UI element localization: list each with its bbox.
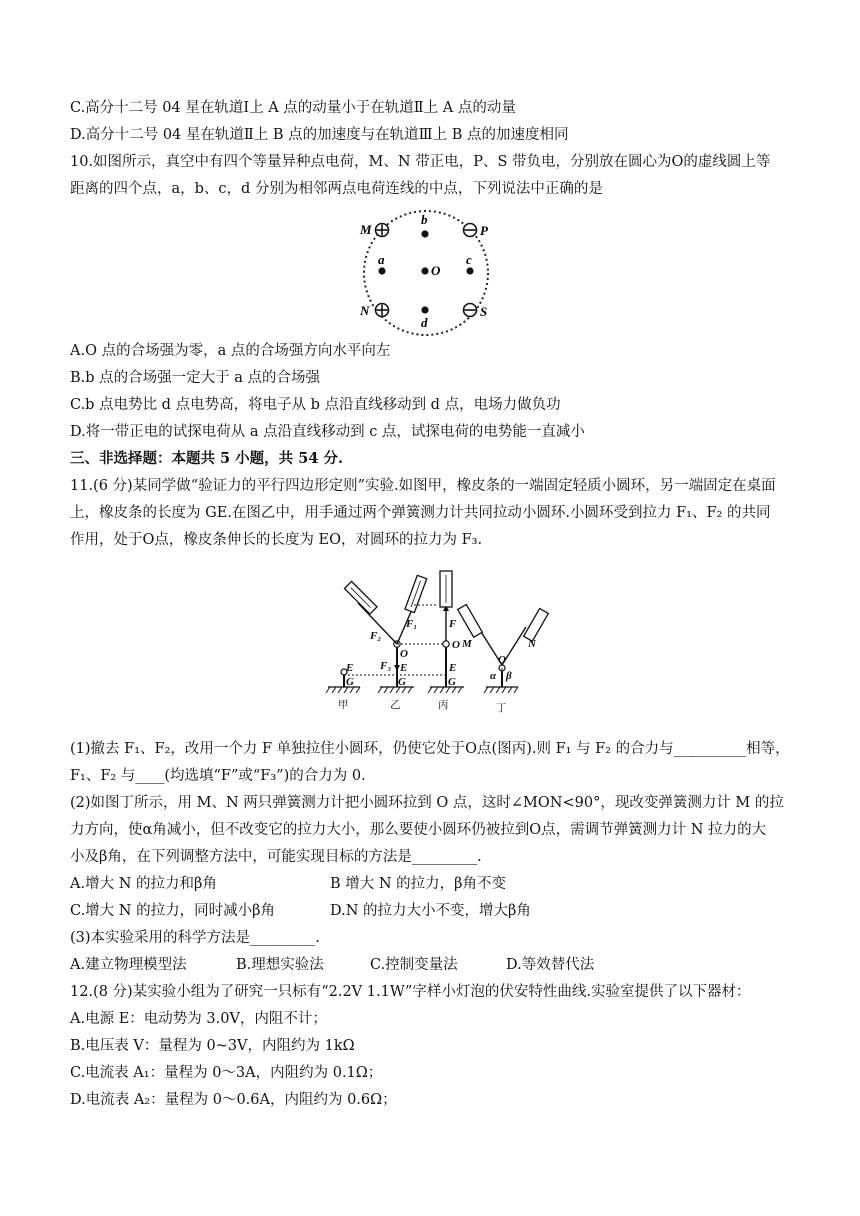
label-e-yi: E [400,662,408,674]
label-s: S [480,304,488,319]
q11-part2-option-d: D.N 的拉力大小不变，增大β角 [330,903,531,919]
q11-part2-option-b: B 增大 N 的拉力，β角不变 [330,876,507,892]
label-m: M [360,222,372,237]
q10-option-a: A.O 点的合场强为零，a 点的合场强方向水平向左 [70,343,391,359]
charge-s-negative [464,304,477,317]
label-e-jia: E [346,662,354,674]
label-p: P [480,223,488,238]
charge-m-positive [376,224,389,237]
point-o [421,267,428,274]
q11-part2-line1: (2)如图丁所示，用 M、N 两只弹簧测力计把小圆环拉到 O 点，这时∠MON<90°，现改变弹簧测力计 M 的拉 [70,795,784,811]
q11-part2-line3: 小及β角，在下列调整方法中，可能实现目标的方法是_________. [70,849,482,865]
label-n: N [360,303,370,318]
point-a [378,267,385,274]
q12-item-d: D.电流表 A₂：量程为 0～0.6A，内阻约为 0.6Ω； [70,1092,397,1108]
label-f: F [449,618,457,630]
label-beta: β [506,670,512,682]
label-a: a [378,252,385,267]
charge-n-positive [376,304,389,317]
q12-stem: 12.(8 分)某实验小组为了研究一只标有“2.2V 1.1W”字样小灯泡的伏安特性曲线.实验室提供了以下器材： [70,984,751,1000]
label-b: b [421,212,428,227]
label-m-ding: M [462,638,472,650]
label-n-ding: N [528,638,536,650]
q11-force-figure [318,565,558,725]
q12-item-a: A.电源 E：电动势为 3.0V，内阻不计； [70,1011,327,1027]
q11-part2-line2: 力方向，使α角减小，但不改变它的拉力大小，那么要使小圆环仍被拉到O点，需调节弹簧测力计 N 拉力的大 [70,822,767,838]
q11-stem-line1: 11.(6 分)某同学做“验证力的平行四边形定则”实验.如图甲，橡皮条的一端固定轻质小圆环，另一端固定在桌面 [70,478,776,494]
label-c: c [466,252,472,267]
q9-option-c: C.高分十二号 04 星在轨道Ⅰ上 A 点的动量小于在轨道Ⅱ上 A 点的动量 [70,100,516,116]
q11-part3: (3)本实验采用的科学方法是_________. [70,930,320,946]
q12-item-b: B.电压表 V：量程为 0~3V，内阻约为 1kΩ [70,1038,355,1054]
q9-option-d: D.高分十二号 04 星在轨道Ⅱ上 B 点的加速度与在轨道Ⅲ上 B 点的加速度相同 [70,127,569,143]
q11-part1-line1: (1)撤去 F₁、F₂，改用一个力 F 单独拉住小圆环，仍使它处于O点(图丙).则 F₁ 与 F₂ 的合力与__________相等， [70,741,790,757]
label-o-bing: O [452,639,460,651]
q10-stem-line2: 距离的四个点，a，b、c，d 分别为相邻两点电荷连线的中点，下列说法中正确的是 [70,181,603,197]
label-o-ding: O [498,654,506,666]
caption-jia: 甲 [338,699,349,711]
q10-stem-line1: 10.如图所示，真空中有四个等量异种点电荷，M、N 带正电，P、S 带负电，分别放在圆心为O的虚线圆上等 [70,154,771,170]
q10-option-d: D.将一带正电的试探电荷从 a 点沿直线移动到 c 点，试探电荷的电势能一直减小 [70,424,585,440]
label-alpha: α [490,670,497,682]
q11-part2-option-a: A.增大 N 的拉力和β角 [70,876,217,892]
caption-ding: 丁 [496,702,507,714]
label-g-bing: G [448,676,456,688]
q12-item-c: C.电流表 A₁：量程为 0～3A，内阻约为 0.1Ω； [70,1065,383,1081]
q11-part2-option-c: C.增大 N 的拉力，同时减小β角 [70,903,275,919]
label-f1: F₁ [406,618,418,630]
charge-p-negative [464,224,477,237]
label-o: O [431,263,441,278]
caption-yi: 乙 [390,699,401,711]
label-f3: F₃ [380,660,392,672]
label-o-yi: O [400,648,408,660]
point-b [421,230,428,237]
q11-part1-line2: F₁、F₂ 与____(均选填“F”或“F₃”)的合力为 0. [70,768,366,784]
q11-stem-line2: 上，橡皮条的长度为 GE.在图乙中，用手通过两个弹簧测力计共同拉动小圆环.小圆环受到拉力 F₁、F₂ 的共同 [70,505,771,521]
q11-part3-option-a: A.建立物理模型法 [70,957,187,973]
section-3-heading: 三、非选择题：本题共 5 小题，共 54 分. [70,450,344,467]
q10-option-c: C.b 点电势比 d 点电势高，将电子从 b 点沿直线移动到 d 点，电场力做负功 [70,397,561,413]
q10-option-b: B.b 点的合场强一定大于 a 点的合场强 [70,370,321,386]
q11-stem-line3: 作用，处于O点，橡皮条伸长的长度为 EO，对圆环的拉力为 F₃. [70,532,483,548]
label-e-bing: E [449,662,457,674]
q11-part3-option-b: B.理想实验法 [236,957,324,973]
label-d: d [421,315,428,330]
q10-charge-figure [352,208,502,338]
q11-part3-option-c: C.控制变量法 [370,957,458,973]
label-g-yi: G [398,676,406,688]
q11-part3-option-d: D.等效替代法 [506,957,595,973]
caption-bing: 丙 [438,699,449,711]
point-c [466,267,473,274]
point-d [421,306,428,313]
label-f2: F₂ [370,630,382,642]
label-g-jia: G [346,676,354,688]
